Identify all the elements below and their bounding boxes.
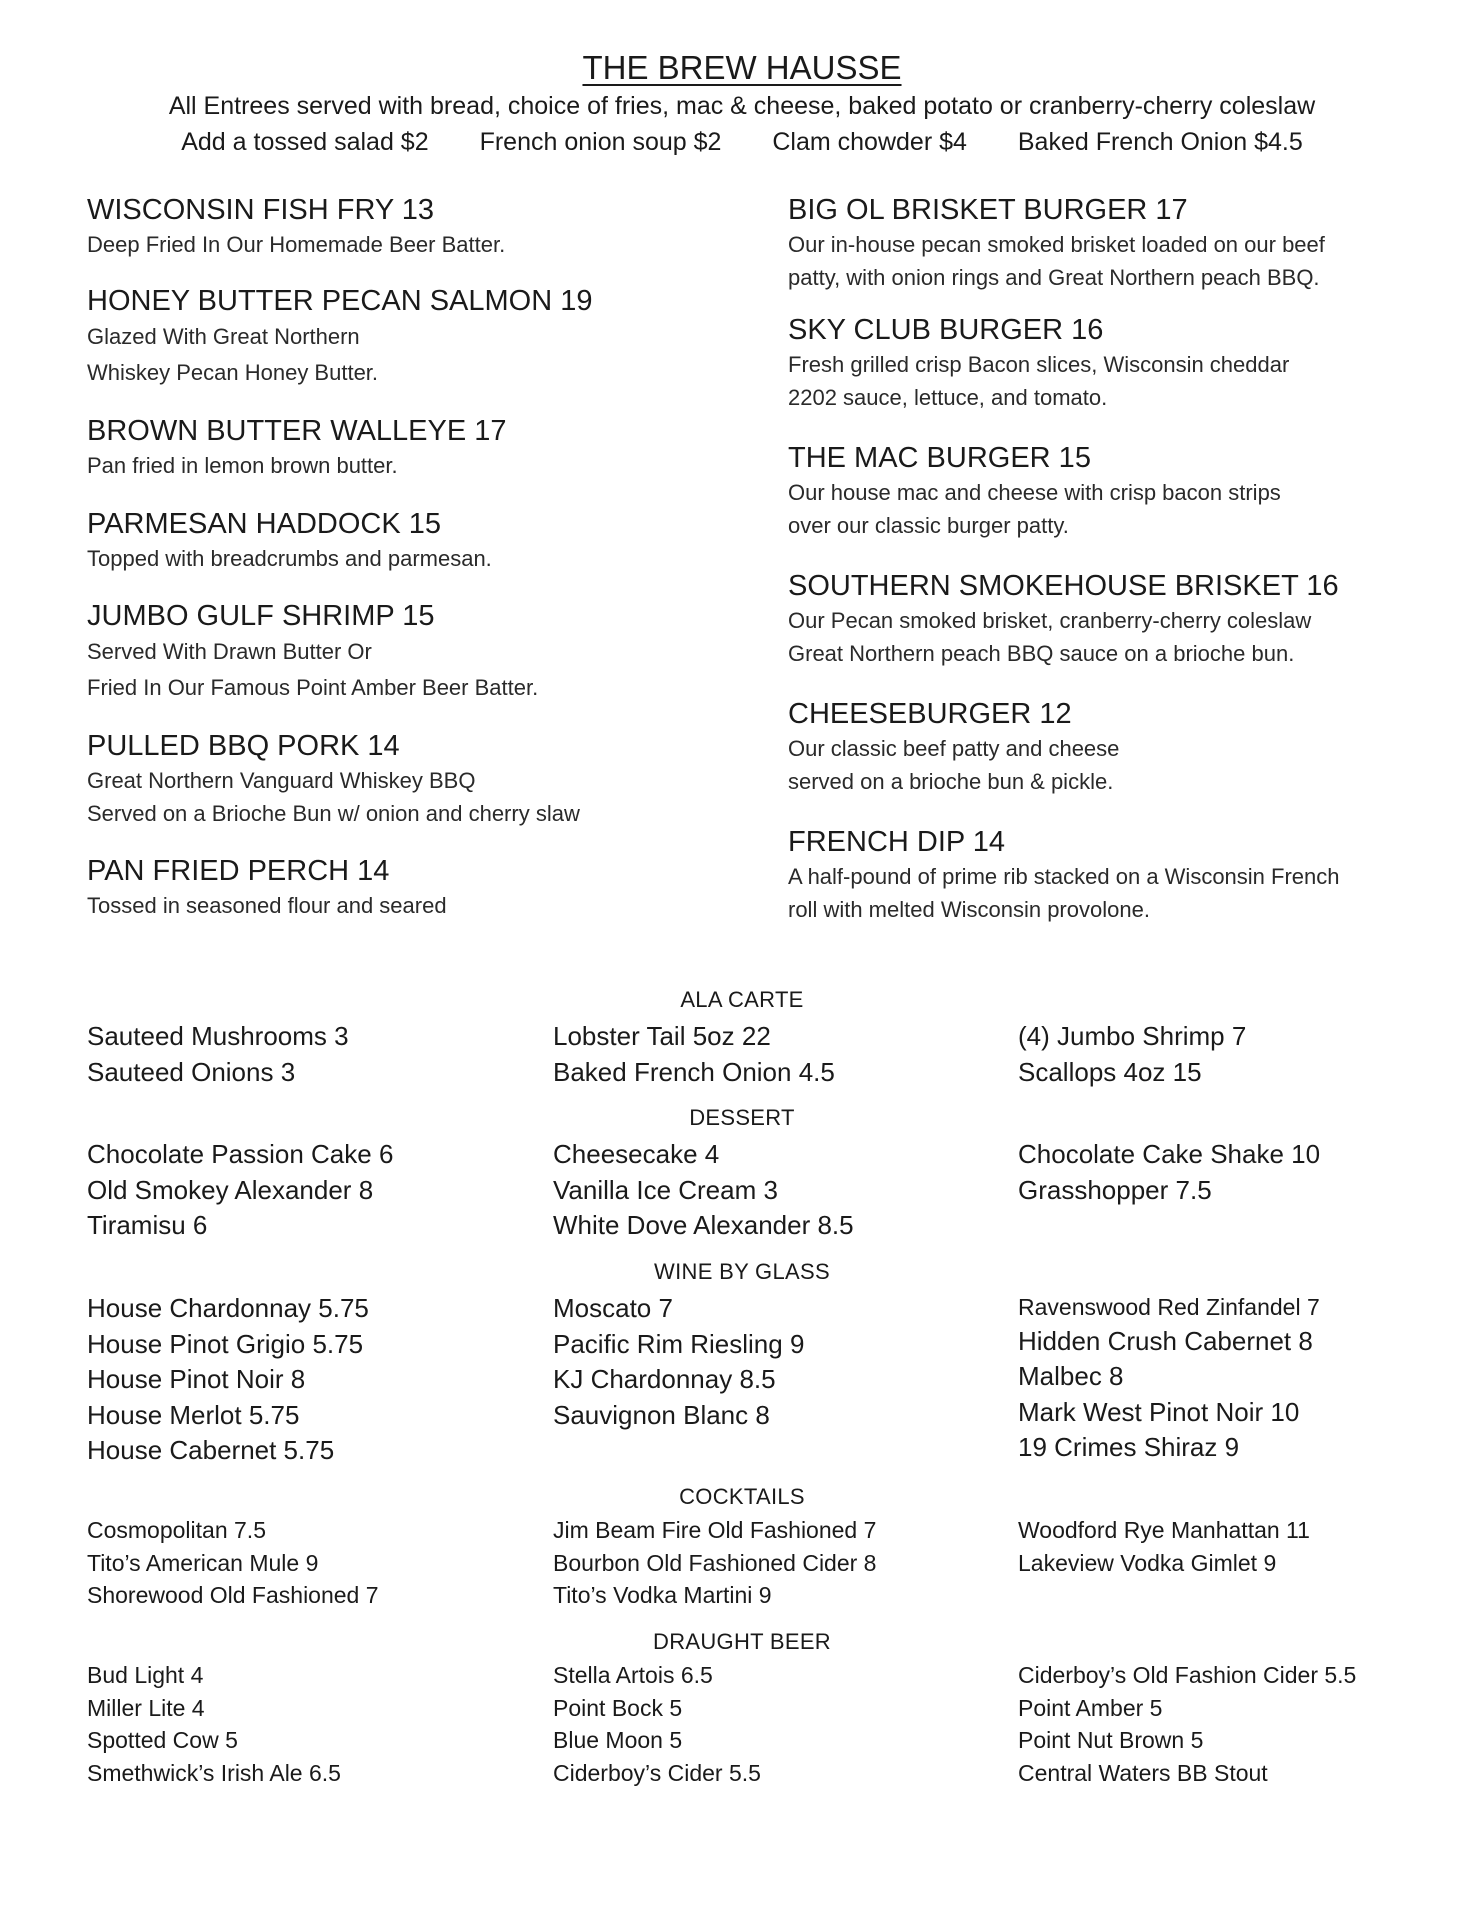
entree-description: Tossed in seasoned flour and seared [87,893,447,918]
menu-column [1018,1019,1246,1090]
entree-item [788,440,1484,542]
entree-name: SOUTHERN SMOKEHOUSE BRISKET 16 [788,570,1339,602]
addon-item: Baked French Onion $4.5 [1017,128,1303,156]
entree-description: Deep Fried In Our Homemade Beer Batter. [87,232,506,257]
menu-item: Bourbon Old Fashioned Cider 8 [553,1549,877,1576]
entree-name: PULLED BBQ PORK 14 [87,730,400,762]
ala-carte-section [0,985,1484,1087]
menu-column [1018,1659,1356,1789]
menu-title: THE BREW HAUSSE [582,49,902,86]
entree-description: Served With Drawn Butter Or Fried In Our Famous Point Amber Beer Batter. [87,639,539,700]
menu-header [0,48,1484,160]
menu-item: Pacific Rim Riesling 9 [553,1328,805,1359]
entree-item [87,506,787,575]
entree-description: Our Pecan smoked brisket, cranberry-cherry coleslaw Great Northern peach BBQ sauce on a brioche bun. [788,608,1312,666]
menu-item: Sauteed Mushrooms 3 [87,1021,349,1051]
menu-item: Jim Beam Fire Old Fashioned 7 [553,1517,877,1543]
entree-name: WISCONSIN FISH FRY 13 [87,194,434,226]
entree-description: Topped with breadcrumbs and parmesan. [87,546,492,571]
entree-name: THE MAC BURGER 15 [788,442,1091,474]
menu-item: Tito’s Vodka Martini 9 [553,1582,772,1608]
menu-column [1018,1291,1320,1466]
menu-column [1018,1514,1310,1579]
menu-item: Ciderboy’s Cider 5.5 [553,1759,761,1786]
menu-item: House Cabernet 5.75 [87,1435,335,1465]
entree-item [788,568,1484,670]
addon-item: French onion soup $2 [479,128,722,156]
menu-item: Ciderboy’s Old Fashion Cider 5.5 [1018,1662,1357,1688]
menu-column [87,1659,341,1789]
menu-item: 19 Crimes Shiraz 9 [1018,1432,1240,1462]
entree-description: Our classic beef patty and cheese served on a brioche bun & pickle. [788,736,1120,794]
menu-item: Woodford Rye Manhattan 11 [1018,1517,1310,1543]
section-title: COCKTAILS [679,1484,805,1509]
entree-item [788,192,1484,294]
menu-column [553,1659,761,1789]
entree-description: Fresh grilled crisp Bacon slices, Wisconsin cheddar 2202 sauce, lettuce, and tomato. [788,352,1290,410]
entree-description: Our house mac and cheese with crisp bacon strips over our classic burger patty. [788,480,1281,538]
menu-item: Central Waters BB Stout [1018,1759,1268,1786]
menu-column [553,1137,854,1244]
menu-item: Cosmopolitan 7.5 [87,1517,266,1543]
menu-item: Point Bock 5 [553,1694,683,1721]
entree-item [87,192,787,261]
entree-item [788,312,1484,414]
menu-item: Spotted Cow 5 [87,1727,238,1753]
menu-item: Chocolate Cake Shake 10 [1018,1139,1321,1169]
entrees-left-column [87,192,787,922]
addon-item: Add a tossed salad $2 [181,128,429,156]
menu-item: Baked French Onion 4.5 [553,1056,835,1087]
menu-item: House Chardonnay 5.75 [87,1293,369,1323]
menu-item: Smethwick’s Irish Ale 6.5 [87,1759,341,1786]
menu-item: House Pinot Noir 8 [87,1364,306,1394]
entree-description: Our in-house pecan smoked brisket loaded on our beef patty, with onion rings and Great Northern peach BBQ. [788,232,1325,290]
menu-item: Mark West Pinot Noir 10 [1018,1396,1300,1427]
entree-description: Pan fried in lemon brown butter. [87,453,398,478]
menu-item: Malbec 8 [1018,1361,1124,1391]
menu-item: Shorewood Old Fashioned 7 [87,1582,379,1608]
menu-item: Moscato 7 [553,1293,673,1323]
menu-item: Old Smokey Alexander 8 [87,1174,374,1205]
entree-item [87,598,787,706]
menu-column [87,1137,393,1244]
entree-name: JUMBO GULF SHRIMP 15 [87,600,435,632]
menu-column [553,1291,804,1433]
menu-item: Scallops 4oz 15 [1018,1056,1202,1087]
entree-name: PAN FRIED PERCH 14 [87,855,390,887]
menu-item: House Pinot Grigio 5.75 [87,1328,364,1359]
entree-name: PARMESAN HADDOCK 15 [87,508,441,540]
menu-column [553,1514,876,1612]
menu-item: Tiramisu 6 [87,1210,208,1240]
menu-item: Bud Light 4 [87,1662,204,1688]
menu-item: KJ Chardonnay 8.5 [553,1364,776,1394]
entree-item [87,728,787,830]
entrees-right-column [788,192,1484,926]
menu-column [87,1291,369,1469]
entree-name: BROWN BUTTER WALLEYE 17 [87,415,507,447]
section-title: ALA CARTE [680,987,804,1012]
menu-column [1018,1137,1320,1208]
section-title: DRAUGHT BEER [653,1629,831,1654]
menu-item: Grasshopper 7.5 [1018,1174,1212,1205]
addon-item: Clam chowder $4 [772,128,967,156]
menu-item: House Merlot 5.75 [87,1399,300,1430]
menu-item: Blue Moon 5 [553,1727,683,1753]
menu-item: Vanilla Ice Cream 3 [553,1174,778,1205]
entree-name: CHEESEBURGER 12 [788,698,1072,730]
section-title: WINE BY GLASS [654,1259,830,1284]
menu-item: Lakeview Vodka Gimlet 9 [1018,1549,1277,1576]
wine-section [0,1257,1484,1465]
menu-item: Miller Lite 4 [87,1694,205,1721]
entree-item [87,853,787,922]
entree-sides-note: All Entrees served with bread, choice of fries, mac & cheese, baked potato or cranberry-cherry coleslaw [168,92,1316,120]
entree-item [788,696,1484,798]
entree-description: Glazed With Great Northern Whiskey Pecan Honey Butter. [87,324,379,385]
menu-item: Chocolate Passion Cake 6 [87,1139,394,1169]
menu-column [553,1019,835,1090]
entree-item [87,283,787,391]
entree-item [87,413,787,482]
menu-item: White Dove Alexander 8.5 [553,1210,854,1240]
menu-item: (4) Jumbo Shrimp 7 [1018,1021,1247,1051]
entree-description: A half-pound of prime rib stacked on a Wisconsin French roll with melted Wisconsin provolone. [788,864,1340,922]
addons-line [0,124,1484,160]
menu-item: Stella Artois 6.5 [553,1662,713,1688]
menu-item: Point Amber 5 [1018,1694,1163,1721]
menu-item: Cheesecake 4 [553,1139,720,1169]
cocktails-section [0,1482,1484,1608]
menu-item: Sauvignon Blanc 8 [553,1399,770,1430]
dessert-section [0,1103,1484,1240]
section-title: DESSERT [689,1105,795,1130]
menu-item: Lobster Tail 5oz 22 [553,1021,771,1051]
entree-name: FRENCH DIP 14 [788,826,1006,858]
entree-name: BIG OL BRISKET BURGER 17 [788,194,1188,226]
menu-item: Point Nut Brown 5 [1018,1727,1204,1753]
entree-description: Great Northern Vanguard Whiskey BBQ Served on a Brioche Bun w/ onion and cherry slaw [87,768,580,826]
entree-item [788,824,1484,926]
menu-item: Hidden Crush Cabernet 8 [1018,1325,1313,1356]
menu-item: Tito’s American Mule 9 [87,1549,319,1576]
entree-name: SKY CLUB BURGER 16 [788,314,1104,346]
entree-name: HONEY BUTTER PECAN SALMON 19 [87,285,593,317]
menu-column [87,1019,349,1090]
draught-beer-section [0,1627,1484,1786]
menu-column [87,1514,379,1612]
menu-item: Sauteed Onions 3 [87,1056,296,1087]
menu-item: Ravenswood Red Zinfandel 7 [1018,1294,1320,1320]
